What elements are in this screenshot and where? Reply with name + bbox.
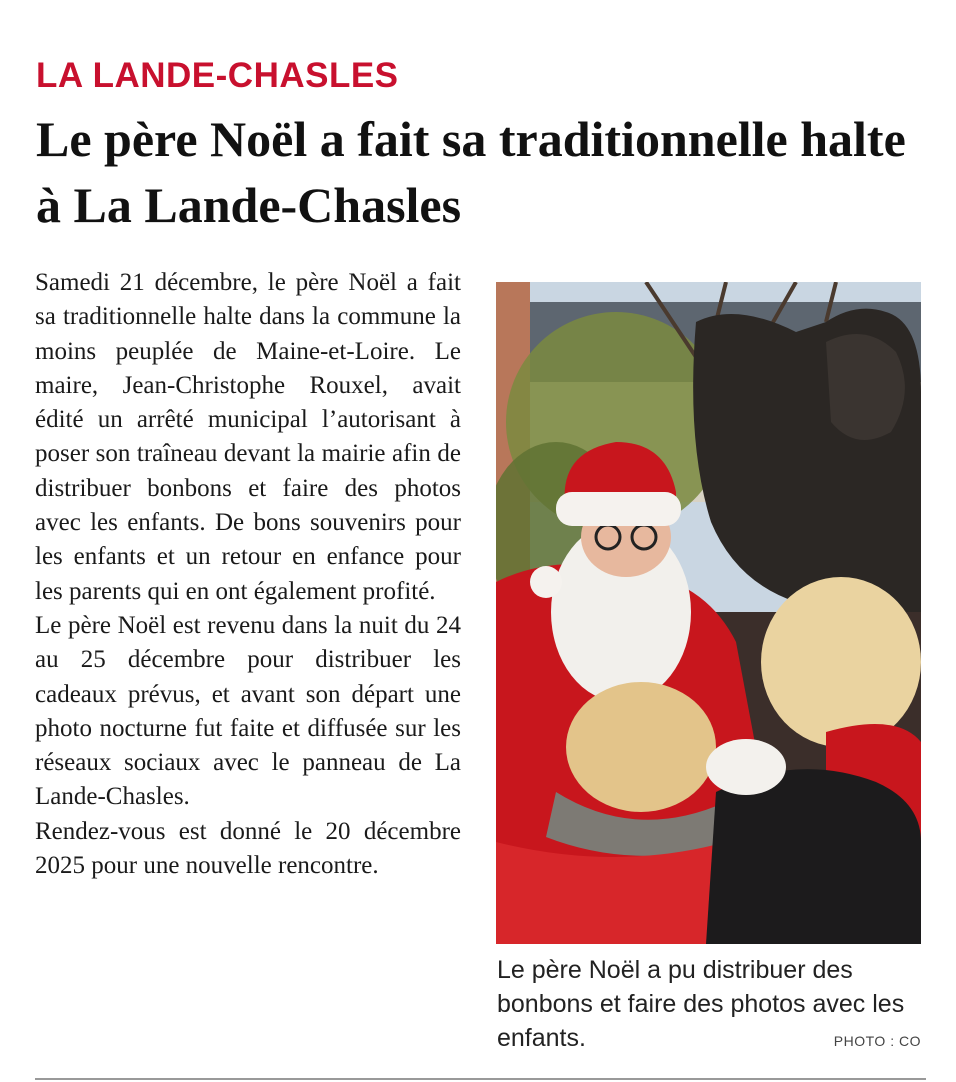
article-paragraph: Rendez-vous est donné le 20 décembre 2025 pour une nouvelle rencontre. xyxy=(35,817,461,880)
photo-santa-glove xyxy=(706,739,786,795)
photo-child-leather-jacket xyxy=(706,769,921,944)
photo-caption: Le père Noël a pu distribuer des bonbons et faire des photos avec les enfants. xyxy=(497,956,905,1052)
photo-santa-hat-trim xyxy=(556,492,681,526)
article-body xyxy=(35,266,461,883)
photo-santa-hat-pompom xyxy=(530,566,562,598)
article-paragraph: Le père Noël est revenu dans la nuit du 24 au 25 décembre pour distribuer les cadeaux prévus, et avant son départ une photo nocturne fut faite et diffusée sur les réseaux sociaux avec le panneau de La Lande-Chasles. xyxy=(35,611,461,811)
bottom-divider xyxy=(35,1078,926,1080)
article-paragraph: Samedi 21 décembre, le père Noël a fait sa traditionnelle halte dans la commune la moins peuplée de Maine-et-Loire. Le maire, Jean-Christophe Rouxel, avait édité un arrêté municipal l’autorisant à poser son traîneau devant la mairie afin de distribuer bonbons et faire des photos avec les enfants. De bons souvenirs pour les enfants et un retour en enfance pour les parents qui en ont également profité. xyxy=(35,269,461,605)
article-photo xyxy=(496,282,921,944)
photo-sculpture-detail xyxy=(826,334,905,440)
section-kicker: LA LANDE-CHASLES xyxy=(36,56,399,95)
photo-credit: PHOTO : CO xyxy=(833,1033,921,1049)
article-headline: Le père Noël a fait sa traditionnelle halte à La Lande-Chasles xyxy=(36,111,906,233)
photo-child-hair xyxy=(761,577,921,747)
photo-child-hair xyxy=(566,682,716,812)
